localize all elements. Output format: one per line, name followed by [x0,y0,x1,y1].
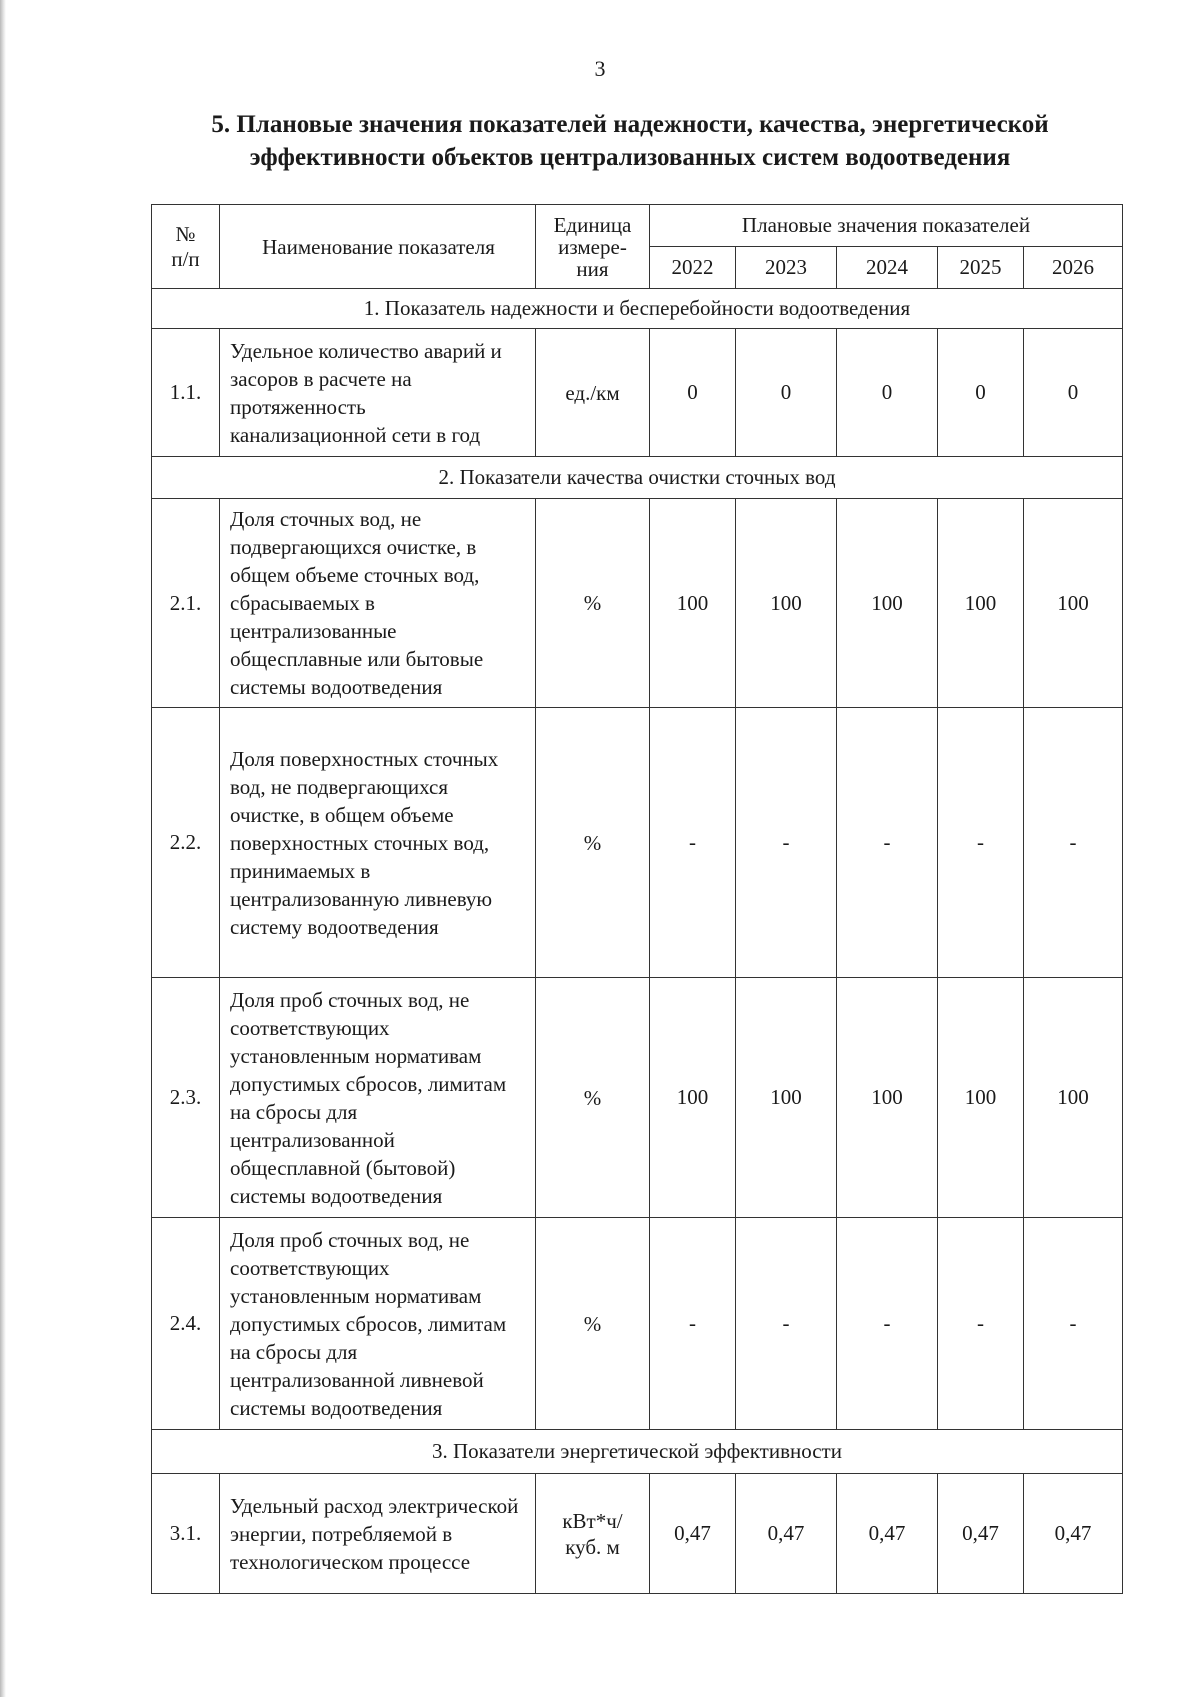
row-name: Удельный расход электрической энергии, потребляемой в технологическом процессе [220,1474,536,1594]
section-row [152,1430,1123,1474]
scan-edge-shadow [0,0,6,1697]
row-value: 100 [650,978,736,1218]
row-value: 0,47 [736,1474,837,1594]
row-name: Доля сточных вод, не подвергающихся очистке, в общем объеме сточных вод, сбрасываемых в централизованные общесплавные или бытовые системы водоотведения [220,499,536,708]
row-value: 0,47 [837,1474,938,1594]
table-row [152,329,1123,457]
row-value: - [837,1218,938,1430]
row-value: 100 [736,978,837,1218]
header-plan: Плановые значения показателей [650,205,1123,247]
header-year: 2024 [837,247,938,289]
row-num: 2.4. [152,1218,220,1430]
row-unit: ед./км [536,329,650,457]
row-value: - [938,708,1024,978]
header-year: 2025 [938,247,1024,289]
header-year: 2023 [736,247,837,289]
row-value: - [736,1218,837,1430]
row-value: 100 [938,978,1024,1218]
row-unit: % [536,708,650,978]
row-value: 100 [736,499,837,708]
row-value: 100 [837,499,938,708]
row-value: - [736,708,837,978]
document-title-line-1: 5. Плановые значения показателей надежности, качества, энергетической [211,111,1049,138]
page-number: 3 [594,56,606,81]
table-row [152,978,1123,1218]
indicators-table [151,204,1123,1594]
row-value: - [837,708,938,978]
row-num: 1.1. [152,329,220,457]
section-title: 2. Показатели качества очистки сточных вод [152,457,1123,499]
row-value: - [1024,1218,1123,1430]
row-value: 0,47 [1024,1474,1123,1594]
row-value: 0 [837,329,938,457]
section-title: 1. Показатель надежности и бесперебойности водоотведения [152,289,1123,329]
table-row [152,708,1123,978]
header-name: Наименование показателя [220,205,536,289]
row-name: Удельное количество аварий и засоров в расчете на протяженность канализационной сети в год [220,329,536,457]
document-title [140,108,1120,174]
document-title-line-2: эффективности объектов централизованных систем водоотведения [249,144,1011,171]
row-unit: % [536,978,650,1218]
row-value: - [650,708,736,978]
table-header-row [152,205,1123,247]
row-value: 100 [837,978,938,1218]
table-row [152,1474,1123,1594]
table-row [152,499,1123,708]
row-value: 0 [1024,329,1123,457]
row-name: Доля проб сточных вод, не соответствующих установленным нормативам допустимых сбросов, лимитам на сбросы для централизованной ливневой системы водоотведения [220,1218,536,1430]
row-value: 100 [1024,499,1123,708]
header-year: 2026 [1024,247,1123,289]
row-value: - [1024,708,1123,978]
row-num: 2.2. [152,708,220,978]
row-num: 2.1. [152,499,220,708]
row-num: 2.3. [152,978,220,1218]
row-value: 0 [736,329,837,457]
row-value: 100 [1024,978,1123,1218]
row-num: 3.1. [152,1474,220,1594]
row-unit: % [536,499,650,708]
row-name: Доля поверхностных сточных вод, не подвергающихся очистке, в общем объеме поверхностных сточных вод, принимаемых в централизованную ливневую систему водоотведения [220,708,536,978]
section-title: 3. Показатели энергетической эффективности [152,1430,1123,1474]
row-value: 100 [650,499,736,708]
row-value: 0 [650,329,736,457]
row-value: - [650,1218,736,1430]
row-value: - [938,1218,1024,1430]
header-unit: Единица измере-ния [536,205,650,289]
row-unit: % [536,1218,650,1430]
section-row [152,289,1123,329]
header-num: № п/п [152,205,220,289]
row-unit: кВт*ч/ куб. м [536,1474,650,1594]
row-value: 0 [938,329,1024,457]
header-year: 2022 [650,247,736,289]
row-value: 0,47 [938,1474,1024,1594]
section-row [152,457,1123,499]
row-value: 0,47 [650,1474,736,1594]
table-row [152,1218,1123,1430]
row-value: 100 [938,499,1024,708]
row-name: Доля проб сточных вод, не соответствующих установленным нормативам допустимых сбросов, лимитам на сбросы для централизованной общесплавной (бытовой) системы водоотведения [220,978,536,1218]
